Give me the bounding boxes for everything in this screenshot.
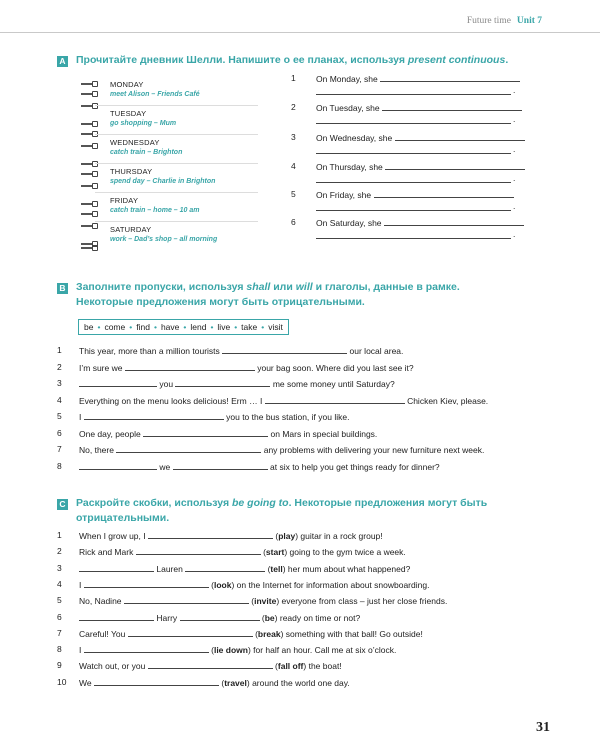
answer-blank[interactable] — [125, 362, 255, 371]
verb-prompt: start — [265, 547, 285, 558]
item-text: at six to help you get things ready for dinner? — [270, 461, 440, 472]
question-prompt: On Thursday, she — [316, 162, 383, 172]
item-number: 9 — [57, 660, 62, 671]
item-text: going to the gym twice a week. — [289, 547, 406, 558]
item-number: 10 — [57, 676, 67, 687]
item-text: you to the bus station, if you like. — [226, 412, 350, 422]
item-text: the boat! — [308, 661, 342, 672]
diary-day: THURSDAY — [110, 167, 153, 176]
bullet-separator: • — [153, 322, 157, 332]
header-title: Future time — [466, 16, 511, 26]
question-prompt: On Wednesday, she — [316, 133, 393, 143]
answer-blank[interactable] — [316, 230, 511, 239]
section-b-title: Заполните пропуски, используя shall или will и глаголы, данные в рамке. Некоторые предложения могут быть отрицательными. — [76, 281, 460, 308]
item-text: me some money until Saturday? — [272, 379, 395, 389]
answer-blank[interactable] — [148, 530, 273, 539]
answer-blank[interactable] — [84, 644, 209, 653]
item-number: 6 — [57, 427, 62, 438]
spiral-ring — [81, 143, 101, 149]
item-text: around the world one day. — [252, 677, 350, 688]
diary-plan: catch train – Brighton — [110, 149, 183, 156]
spiral-ring — [81, 103, 101, 109]
bullet-separator: • — [183, 322, 187, 332]
diary-plan: spend day – Charlie in Brighton — [110, 178, 216, 185]
item-text: When I grow up, I — [79, 531, 146, 541]
diary-entry — [110, 167, 258, 185]
question-prompt: On Saturday, she — [316, 218, 382, 228]
section-a-letter: A — [57, 56, 68, 67]
item-text: your bag soon. Where did you last see it? — [257, 362, 414, 373]
answer-blank[interactable] — [94, 677, 219, 686]
question-prompt: On Monday, she — [316, 74, 378, 84]
item-text: Everything on the menu looks delicious! Erm … I — [79, 395, 263, 406]
answer-blank[interactable] — [384, 217, 524, 226]
verb-prompt: lie down — [213, 645, 248, 656]
answer-blank[interactable] — [316, 115, 511, 124]
answer-blank[interactable] — [84, 579, 209, 588]
item-text: Harry — [156, 612, 178, 623]
answer-blank[interactable] — [395, 132, 525, 141]
word-box-item: live — [217, 322, 231, 332]
diary-entry — [110, 80, 258, 98]
answer-blank[interactable] — [128, 628, 253, 637]
verb-prompt: break — [257, 628, 281, 639]
item-text: I — [79, 579, 82, 590]
answer-blank[interactable] — [143, 428, 268, 437]
item-text: our local area. — [349, 346, 404, 356]
diary-divider — [95, 192, 258, 193]
item-text: Lauren — [156, 563, 183, 574]
answer-blank[interactable] — [116, 444, 261, 453]
item-number: 1 — [57, 530, 62, 540]
answer-blank[interactable] — [79, 612, 154, 621]
question-prompt: On Tuesday, she — [316, 103, 380, 113]
item-text: Careful! You — [79, 628, 126, 639]
period: . — [513, 85, 516, 95]
diary-day: SATURDAY — [110, 225, 152, 234]
answer-blank[interactable] — [173, 461, 268, 470]
question-number: 6 — [291, 217, 296, 227]
spiral-ring — [81, 211, 101, 217]
answer-blank[interactable] — [222, 345, 347, 354]
bullet-separator: • — [234, 322, 238, 332]
bullet-separator: • — [129, 322, 133, 332]
diary-plan: go shopping – Mum — [110, 120, 177, 127]
answer-blank[interactable] — [382, 102, 522, 111]
period: . — [513, 201, 516, 211]
answer-blank[interactable] — [316, 202, 511, 211]
item-text: on Mars in special buildings. — [270, 428, 378, 439]
item-text: ready on time or not? — [279, 612, 361, 623]
item-text: any problems with delivering your new furniture next week. — [263, 445, 485, 455]
item-text: you — [159, 379, 174, 389]
section-c-title: Раскройте скобки, используя be going to. Некоторые предложения могут быть отрицательными. — [76, 497, 488, 524]
spiral-ring — [81, 161, 101, 167]
diary-divider — [95, 105, 258, 106]
item-number: 8 — [57, 644, 62, 655]
item-number: 5 — [57, 595, 62, 606]
spiral-ring — [81, 81, 101, 87]
section-a-title: Прочитайте дневник Шелли. Напишите о ее планах, используя present continuous. — [76, 54, 509, 66]
item-text: her mum about what happened? — [287, 563, 411, 574]
item-text: One day, people — [79, 428, 141, 439]
word-box-item: lend — [190, 322, 207, 332]
answer-blank[interactable] — [175, 378, 270, 387]
item-text: This year, more than a million tourists — [79, 346, 220, 356]
answer-blank[interactable] — [185, 563, 265, 572]
diary-divider — [95, 134, 258, 135]
verb-prompt: fall off — [277, 661, 304, 672]
spiral-ring — [81, 183, 101, 189]
diary-entry — [110, 225, 258, 243]
word-box-item: take — [241, 322, 258, 332]
diary-day: MONDAY — [110, 80, 144, 89]
spiral-ring — [81, 223, 101, 229]
item-text: for half an hour. Call me at six o’clock. — [253, 645, 397, 656]
word-box-item: be — [84, 322, 94, 332]
header-rule — [0, 32, 600, 33]
item-text: Chicken Kiev, please. — [407, 395, 489, 406]
item-number: 7 — [57, 627, 62, 638]
answer-blank[interactable] — [265, 395, 405, 404]
period: . — [513, 114, 516, 124]
verb-prompt: travel — [224, 677, 247, 688]
word-box-item: visit — [268, 322, 283, 332]
item-number: 4 — [57, 578, 62, 589]
spiral-ring — [81, 171, 101, 177]
item-text: something with that ball! Go outside! — [285, 628, 423, 639]
item-number: 6 — [57, 611, 62, 622]
question-number: 2 — [291, 102, 296, 112]
item-text: I — [79, 645, 82, 656]
running-header — [467, 16, 542, 26]
question-number: 1 — [291, 73, 296, 83]
answer-blank[interactable] — [79, 563, 154, 572]
answer-blank[interactable] — [180, 612, 260, 621]
word-box-item: have — [160, 322, 180, 332]
answer-blank[interactable] — [385, 161, 525, 170]
diary-entry — [110, 196, 258, 214]
verb-prompt: invite — [254, 596, 277, 607]
spiral-ring — [81, 245, 101, 251]
diary — [73, 73, 258, 256]
item-text: we — [159, 461, 171, 472]
item-number: 2 — [57, 546, 62, 557]
section-b-letter: B — [57, 283, 68, 294]
item-number: 4 — [57, 394, 62, 405]
answer-blank[interactable] — [316, 174, 511, 183]
item-text: everyone from class – just her close friends. — [281, 596, 448, 607]
item-text: No, there — [79, 445, 114, 455]
diary-divider — [95, 221, 258, 222]
item-text: Rick and Mark — [79, 547, 134, 558]
section-c-letter: C — [57, 499, 68, 510]
bullet-separator: • — [97, 322, 101, 332]
item-number: 7 — [57, 444, 62, 454]
spiral-ring — [81, 201, 101, 207]
diary-entry — [110, 109, 258, 127]
period: . — [513, 144, 516, 154]
answer-blank[interactable] — [79, 378, 157, 387]
answer-blank[interactable] — [84, 411, 224, 420]
page-number: 31 — [536, 720, 550, 735]
diary-day: WEDNESDAY — [110, 138, 160, 147]
bullet-separator: • — [261, 322, 265, 332]
verb-prompt: look — [213, 579, 232, 590]
item-number: 3 — [57, 562, 62, 573]
spiral-ring — [81, 121, 101, 127]
diary-day: TUESDAY — [110, 109, 147, 118]
verb-prompt: play — [278, 531, 296, 541]
item-text: We — [79, 677, 92, 688]
question-number: 4 — [291, 161, 296, 171]
item-number: 8 — [57, 460, 62, 471]
answer-blank[interactable] — [148, 660, 273, 669]
item-text: guitar in a rock group! — [300, 531, 383, 541]
item-text: I — [79, 412, 82, 422]
header-unit: Unit 7 — [516, 16, 542, 26]
item-number: 5 — [57, 411, 62, 421]
diary-plan: work – Dad’s shop – all morning — [110, 236, 218, 243]
period: . — [513, 173, 516, 183]
answer-blank[interactable] — [79, 461, 157, 470]
answer-blank[interactable] — [124, 595, 249, 604]
diary-entry — [110, 138, 258, 156]
verb-prompt: be — [264, 612, 275, 623]
item-text: Watch out, or you — [79, 661, 146, 672]
bullet-separator: • — [210, 322, 214, 332]
item-text: No, Nadine — [79, 596, 122, 607]
word-box — [78, 319, 289, 335]
answer-blank[interactable] — [374, 189, 514, 198]
question-number: 5 — [291, 189, 296, 199]
spiral-ring — [81, 91, 101, 97]
answer-blank[interactable] — [136, 546, 261, 555]
word-box-item: come — [104, 322, 126, 332]
item-number: 2 — [57, 361, 62, 372]
item-text: on the Internet for information about snowboarding. — [236, 579, 430, 590]
diary-plan: catch train – home – 10 am — [110, 207, 200, 214]
question-prompt: On Friday, she — [316, 190, 372, 200]
question-number: 3 — [291, 132, 296, 142]
item-number: 3 — [57, 378, 62, 388]
answer-blank[interactable] — [316, 86, 511, 95]
diary-day: FRIDAY — [110, 196, 139, 205]
item-text: I’m sure we — [79, 362, 123, 373]
answer-blank[interactable] — [380, 73, 520, 82]
period: . — [513, 229, 516, 239]
item-number: 1 — [57, 345, 62, 355]
answer-blank[interactable] — [316, 145, 511, 154]
word-box-item: find — [136, 322, 150, 332]
diary-divider — [95, 163, 258, 164]
verb-prompt: tell — [270, 563, 283, 574]
diary-plan: meet Alison – Friends Café — [110, 91, 200, 98]
